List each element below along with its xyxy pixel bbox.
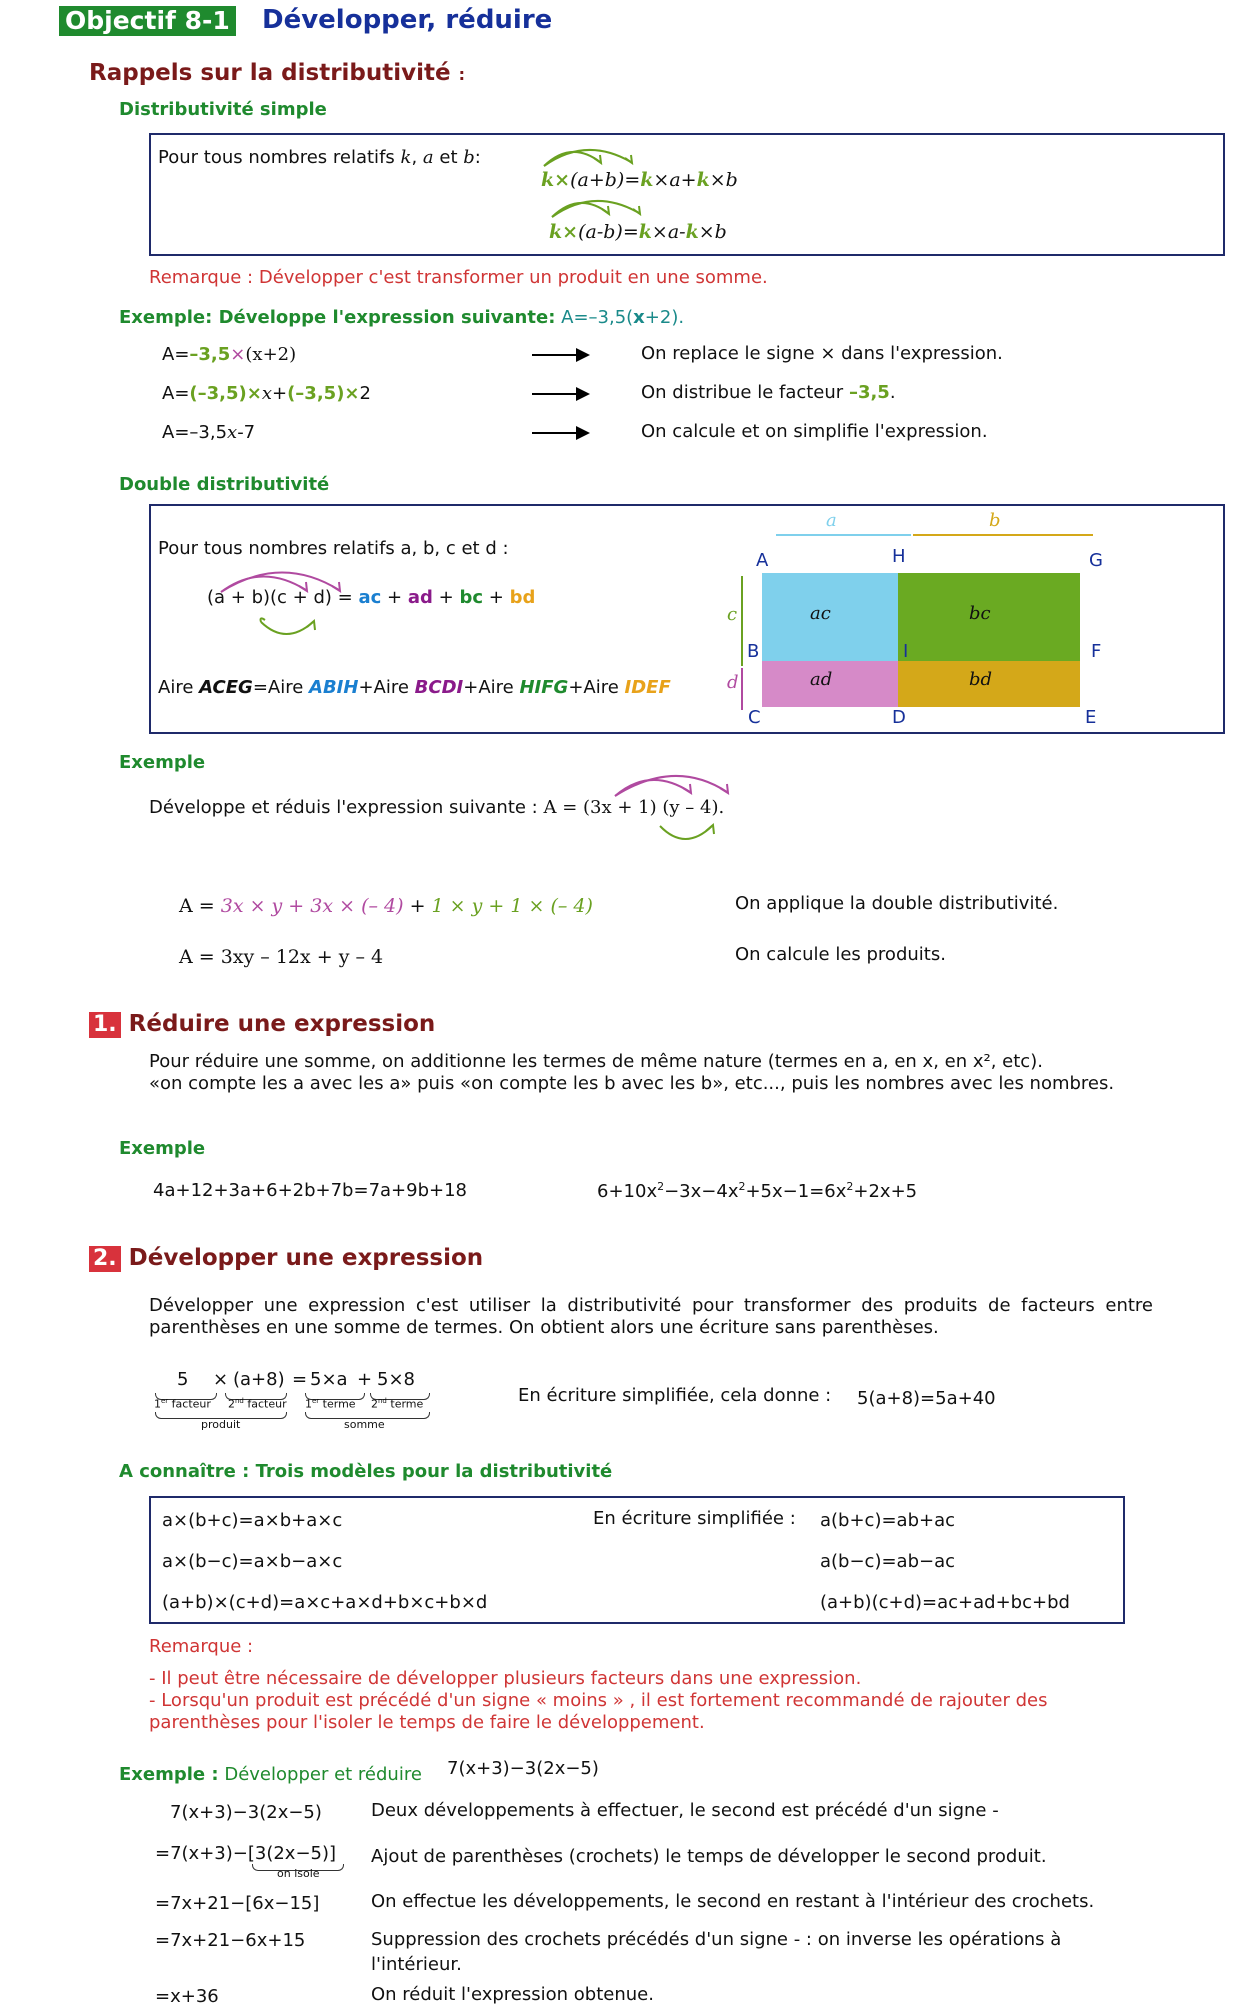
- label-term-2: 2nd terme: [371, 1397, 424, 1411]
- scheme-times: ×: [213, 1369, 229, 1390]
- step-1-expr: A=–3,5×(x+2): [162, 344, 297, 365]
- example2-line2: A = 3xy – 12x + y – 4: [179, 946, 384, 968]
- page-title: Développer, réduire: [262, 5, 553, 35]
- section1-example-label: Exemple: [119, 1138, 206, 1159]
- dev-step-2-expr: =7(x+3)−[3(2x−5)]: [155, 1843, 337, 1864]
- len-b-arrow: [913, 534, 1093, 536]
- point-D: D: [892, 707, 906, 728]
- dev-step-2-note: on isole: [277, 1867, 320, 1880]
- formula-difference: k×(a-b)=k×a-k×b: [549, 221, 727, 243]
- step-2-expr: A=(–3,5)×x+(–3,5)×2: [162, 383, 371, 404]
- simplified-result: 5(a+8)=5a+40: [857, 1388, 996, 1409]
- rappels-title-text: Rappels sur la distributivité: [89, 60, 451, 86]
- section1-paragraph: Pour réduire une somme, on additionne les termes de même nature (termes en a, en x, en x², etc). «on compte les a avec les a» puis «on compte les b avec les b», etc..., puis les nombres avec les nombres.: [149, 1051, 1115, 1094]
- step-2-text: On distribue le facteur –3,5.: [641, 382, 896, 403]
- scheme-term-1: 5×a: [310, 1369, 348, 1390]
- rect-bc-label: bc: [969, 603, 991, 624]
- rect-ac-label: ac: [810, 603, 831, 624]
- point-H: H: [892, 546, 906, 567]
- model-2-full: a×(b−c)=a×b−a×c: [162, 1551, 343, 1572]
- step-1-arrow: [532, 354, 588, 356]
- dev-step-3-text: On effectue les développements, le second en restant à l'intérieur des crochets.: [371, 1891, 1095, 1912]
- step-2-arrow: [532, 393, 588, 395]
- rect-ad-label: ad: [810, 669, 833, 690]
- simple-distributivity-frame: [149, 133, 1225, 256]
- example2-arrows-bottom: [650, 820, 730, 850]
- len-a-arrow: [776, 534, 911, 536]
- dev-step-1-text: Deux développements à effectuer, le second est précédé d'un signe -: [371, 1800, 999, 1821]
- section1-example-2: $6+10x^2-3x-4x^2+5x-1=6x^2+2x+5$: [597, 1180, 918, 1202]
- step-3-text: On calcule et on simplifie l'expression.: [641, 421, 988, 442]
- simple-distributivity-title: Distributivité simple: [119, 99, 327, 120]
- point-G: G: [1089, 550, 1103, 571]
- section2-heading: [89, 1245, 483, 1272]
- double-distributivity-title: Double distributivité: [119, 474, 330, 495]
- model-1-full: a×(b+c)=a×b+a×c: [162, 1510, 343, 1531]
- distribution-arrows-2: [544, 191, 654, 221]
- simplified-label: En écriture simplifiée, cela donne :: [518, 1385, 832, 1406]
- remark2-line2: - Lorsqu'un produit est précédé d'un signe « moins » , il est fortement recommandé de rajouter des parenthèses pour l'isoler le temps de faire le développement.: [149, 1690, 1048, 1733]
- len-c-label: c: [727, 604, 738, 625]
- distribution-arrows-1: [536, 140, 646, 170]
- double-formula: (a + b)(c + d) = ac + ad + bc + bd: [207, 587, 536, 608]
- remark2-title: Remarque :: [149, 1636, 254, 1657]
- models-simplified-label: En écriture simplifiée :: [593, 1508, 796, 1529]
- step-3-arrow: [532, 432, 588, 434]
- example2-line1: A = 3x × y + 3x × (– 4) + 1 × y + 1 × (– 4): [179, 895, 593, 917]
- scheme-equals: =: [292, 1369, 308, 1390]
- models-frame: [149, 1496, 1125, 1624]
- aire-formula: Aire ACEG=Aire ABIH+Aire BCDI+Aire HIFG+Aire IDEF: [158, 677, 671, 698]
- example2-label: Exemple: [119, 752, 206, 773]
- example2-statement: Développe et réduis l'expression suivante : A = (3x + 1) (y – 4).: [149, 797, 725, 818]
- section2-example-expr: 7(x+3)−3(2x−5): [447, 1758, 599, 1779]
- example-simple: Exemple: Développe l'expression suivante: A=–3,5(x+2).: [119, 307, 685, 328]
- len-c-arrow: [741, 576, 743, 666]
- section1-title: Réduire une expression: [128, 1011, 436, 1037]
- example2-line2-text: On calcule les produits.: [735, 944, 946, 965]
- dev-step-3-expr: =7x+21−[6x−15]: [155, 1893, 320, 1914]
- scheme-factor-2: (a+8): [233, 1369, 285, 1390]
- model-1-simple: a(b+c)=ab+ac: [820, 1510, 956, 1531]
- point-I: I: [903, 641, 909, 662]
- dev-step-5-text: On réduit l'expression obtenue.: [371, 1984, 654, 2005]
- step-3-expr: A=–3,5x-7: [162, 422, 256, 443]
- rappels-title: [89, 60, 465, 86]
- example2-arrows-top: [605, 766, 740, 800]
- step-1-text: On replace le signe × dans l'expression.: [641, 343, 1003, 364]
- scheme-term-2: 5×8: [377, 1369, 415, 1390]
- label-term-1: 1er terme: [305, 1397, 356, 1411]
- objective-badge: Objectif 8-1: [59, 6, 236, 36]
- model-2-simple: a(b−c)=ab−ac: [820, 1551, 956, 1572]
- dev-step-1-expr: 7(x+3)−3(2x−5): [170, 1802, 322, 1823]
- remark-develop: Remarque : Développer c'est transformer un produit en une somme.: [149, 267, 768, 288]
- len-a-label: a: [826, 510, 837, 531]
- label-somme: somme: [344, 1418, 385, 1431]
- rect-bd-label: bd: [969, 669, 993, 690]
- label-factor-2: 2nd facteur: [228, 1397, 287, 1411]
- scheme-plus: +: [357, 1369, 373, 1390]
- point-A: A: [756, 550, 769, 571]
- dev-step-4-text: Suppression des crochets précédés d'un signe - : on inverse les opérations à l'intérieur.: [371, 1929, 1062, 1975]
- point-F: F: [1091, 641, 1102, 662]
- point-E: E: [1085, 707, 1097, 728]
- example2-line1-text: On applique la double distributivité.: [735, 893, 1059, 914]
- len-d-label: d: [727, 672, 739, 693]
- section2-number: 2.: [89, 1246, 121, 1272]
- model-3-simple: (a+b)(c+d)=ac+ad+bc+bd: [820, 1592, 1070, 1613]
- models-title: A connaître : Trois modèles pour la distributivité: [119, 1461, 613, 1482]
- label-factor-1: 1er facteur: [154, 1397, 211, 1411]
- remark2-line1: - Il peut être nécessaire de développer plusieurs facteurs dans une expression.: [149, 1668, 862, 1689]
- section2-title: Développer une expression: [128, 1245, 484, 1271]
- section1-number: 1.: [89, 1012, 121, 1038]
- dev-step-4-expr: =7x+21−6x+15: [155, 1930, 306, 1951]
- section2-paragraph: Développer une expression c'est utiliser la distributivité pour transformer des produits de facteurs entre parenthèses en une somme de termes. On obtient alors une écriture sans parenthèses.: [149, 1295, 1153, 1338]
- formula-sum: k×(a+b)=k×a+k×b: [541, 169, 738, 191]
- dev-step-5-expr: =x+36: [155, 1986, 219, 2007]
- double-arrows-bottom: [251, 616, 331, 644]
- dev-step-2-text: Ajout de parenthèses (crochets) le temps de développer le second produit.: [371, 1846, 1047, 1867]
- len-b-label: b: [989, 510, 1001, 531]
- label-produit: produit: [201, 1418, 241, 1431]
- section1-example-1: 4a+12+3a+6+2b+7b=7a+9b+18: [153, 1180, 467, 1201]
- model-3-full: (a+b)×(c+d)=a×c+a×d+b×c+b×d: [162, 1592, 488, 1613]
- len-d-arrow: [741, 668, 743, 710]
- rappels-title-colon: :: [458, 65, 466, 84]
- simple-intro: Pour tous nombres relatifs k, a et b:: [158, 147, 481, 168]
- section2-example: Exemple : Développer et réduire: [119, 1764, 422, 1785]
- section1-heading: [89, 1011, 435, 1038]
- point-B: B: [747, 641, 760, 662]
- double-intro: Pour tous nombres relatifs a, b, c et d :: [158, 538, 509, 559]
- scheme-factor-1: 5: [177, 1369, 189, 1390]
- double-distributivity-frame: [149, 504, 1225, 734]
- point-C: C: [748, 707, 761, 728]
